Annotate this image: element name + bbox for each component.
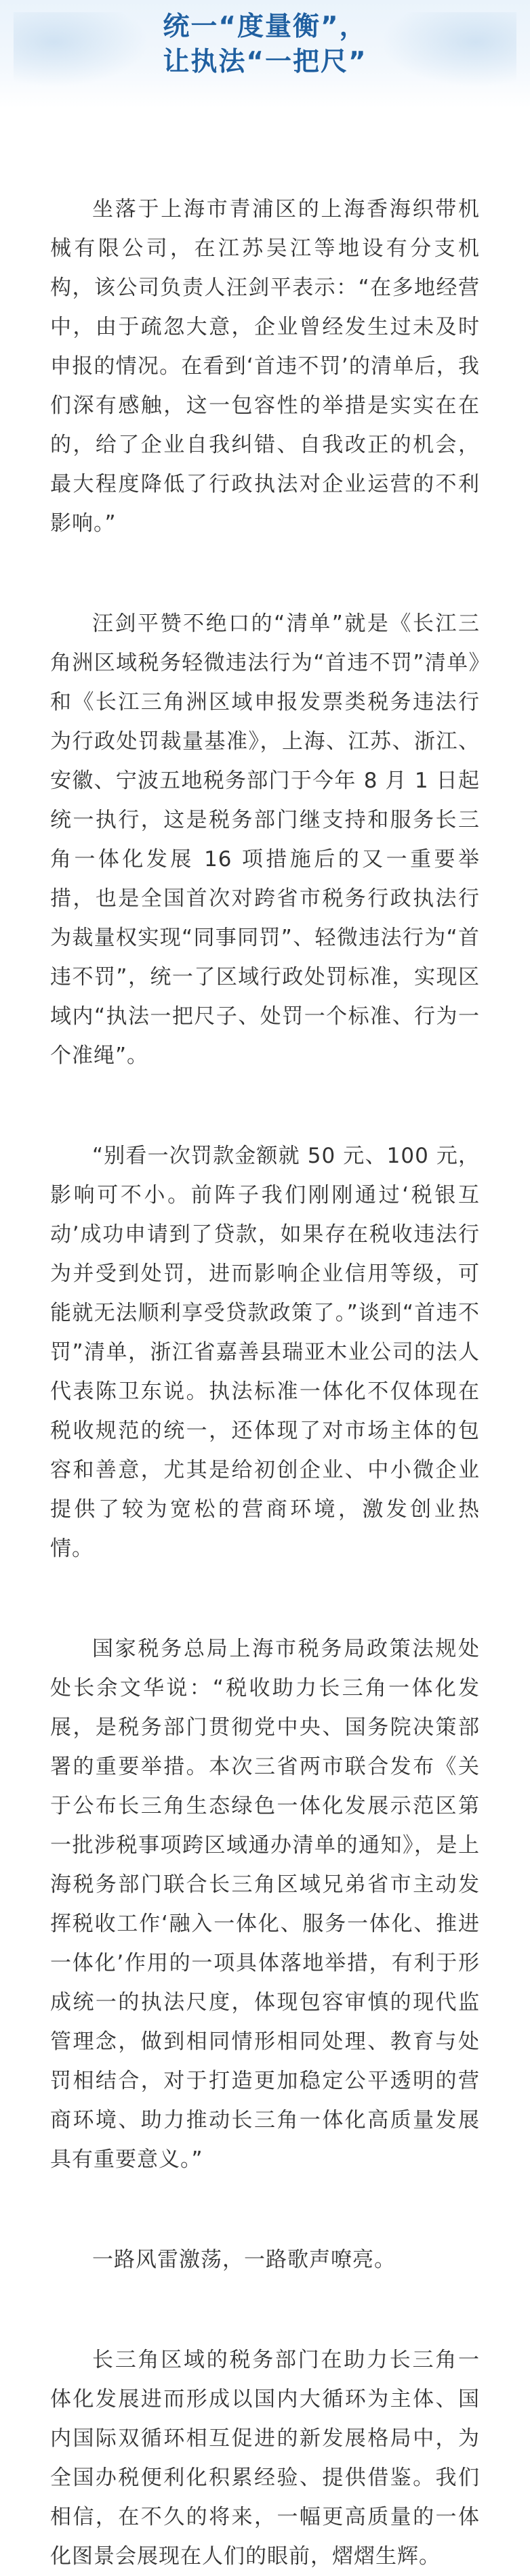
paragraph-spacer <box>0 2279 530 2340</box>
title-line-1: 统一“度量衡”， <box>163 12 367 42</box>
paragraph: 国家税务总局上海市税务局政策法规处处长余文华说：“税收助力长三角一体化发展，是税务部门贯彻党中央、国务院决策部署的重要举措。本次三省两市联合发布《关于公布长三角生态绿色一体化发展示范区第一批涉税事项跨区域通办清单的通知》，是上海税务部门联合长三角区域兄弟省市主动发挥税收工作‘融入一体化、服务一体化、推进一体化’作用的一项具体落地举措，有利于形成统一的执法尺度，体现包容审慎的现代监管理念，做到相同情形相同处理、教育与处罚相结合，对于打造更加稳定公平透明的营商环境、助力推动长三角一体化高质量发展具有重要意义。” <box>50 1637 480 2172</box>
paragraph: 一路风雷激荡，一路歌声嘹亮。 <box>92 2248 396 2272</box>
paragraph: 汪剑平赞不绝口的“清单”就是《长江三角洲区域税务轻微违法行为“首违不罚”清单》和《长江三角洲区域申报发票类税务违法行为行政处罚裁量基准》，上海、江苏、浙江、安徽、宁波五地税务部门于今年 8 月 1 日起统一执行，这是税务部门继支持和服务长三角一体化发展 16 项措施后的又一重要举措，也是全国首次对跨省市税务行政执法行为裁量权实现“同事同罚”、轻微违法行为“首违不罚”，统一了区域行政处罚标准，实现区域内“执法一把尺子、处罚一个标准、行为一个准绳”。 <box>50 611 480 1068</box>
paragraph-spacer <box>0 543 530 604</box>
paragraph-spacer <box>0 1075 530 1136</box>
paragraph: “别看一次罚款金额就 50 元、100 元，影响可不小。前阵子我们刚刚通过‘税银互动’成功申请到了贷款，如果存在税收违法行为并受到处罚，进而影响企业信用等级，可能就无法顺利享受贷款政策了。”谈到“首违不罚”清单，浙江省嘉善县瑞亚木业公司的法人代表陈卫东说。执法标准一体化不仅体现在税收规范的统一，还体现了对市场主体的包容和善意，尤其是给初创企业、中小微企业提供了较为宽松的营商环境，激发创业热情。 <box>50 1144 480 1561</box>
paragraph-spacer <box>0 2179 530 2240</box>
article-title <box>0 0 530 108</box>
title-banner <box>0 0 530 108</box>
paragraph-spacer <box>0 1568 530 1629</box>
paragraph: 坐落于上海市青浦区的上海香海织带机械有限公司，在江苏吴江等地设有分支机构，该公司负责人汪剑平表示：“在多地经营中，由于疏忽大意，企业曾经发生过未及时申报的情况。在看到‘首违不罚’的清单后，我们深有感触，这一包容性的举措是实实在在的，给了企业自我纠错、自我改正的机会，最大程度降低了行政执法对企业运营的不利影响。” <box>50 197 480 536</box>
article-body <box>0 190 530 2576</box>
paragraph: 长三角区域的税务部门在助力长三角一体化发展进而形成以国内大循环为主体、国内国际双循环相互促进的新发展格局中，为全国办税便利化积累经验、提供借鉴。我们相信，在不久的将来，一幅更高质量的一体化图景会展现在人们的眼前，熠熠生辉。 <box>50 2348 480 2569</box>
title-line-2: 让执法“一把尺” <box>163 47 367 77</box>
